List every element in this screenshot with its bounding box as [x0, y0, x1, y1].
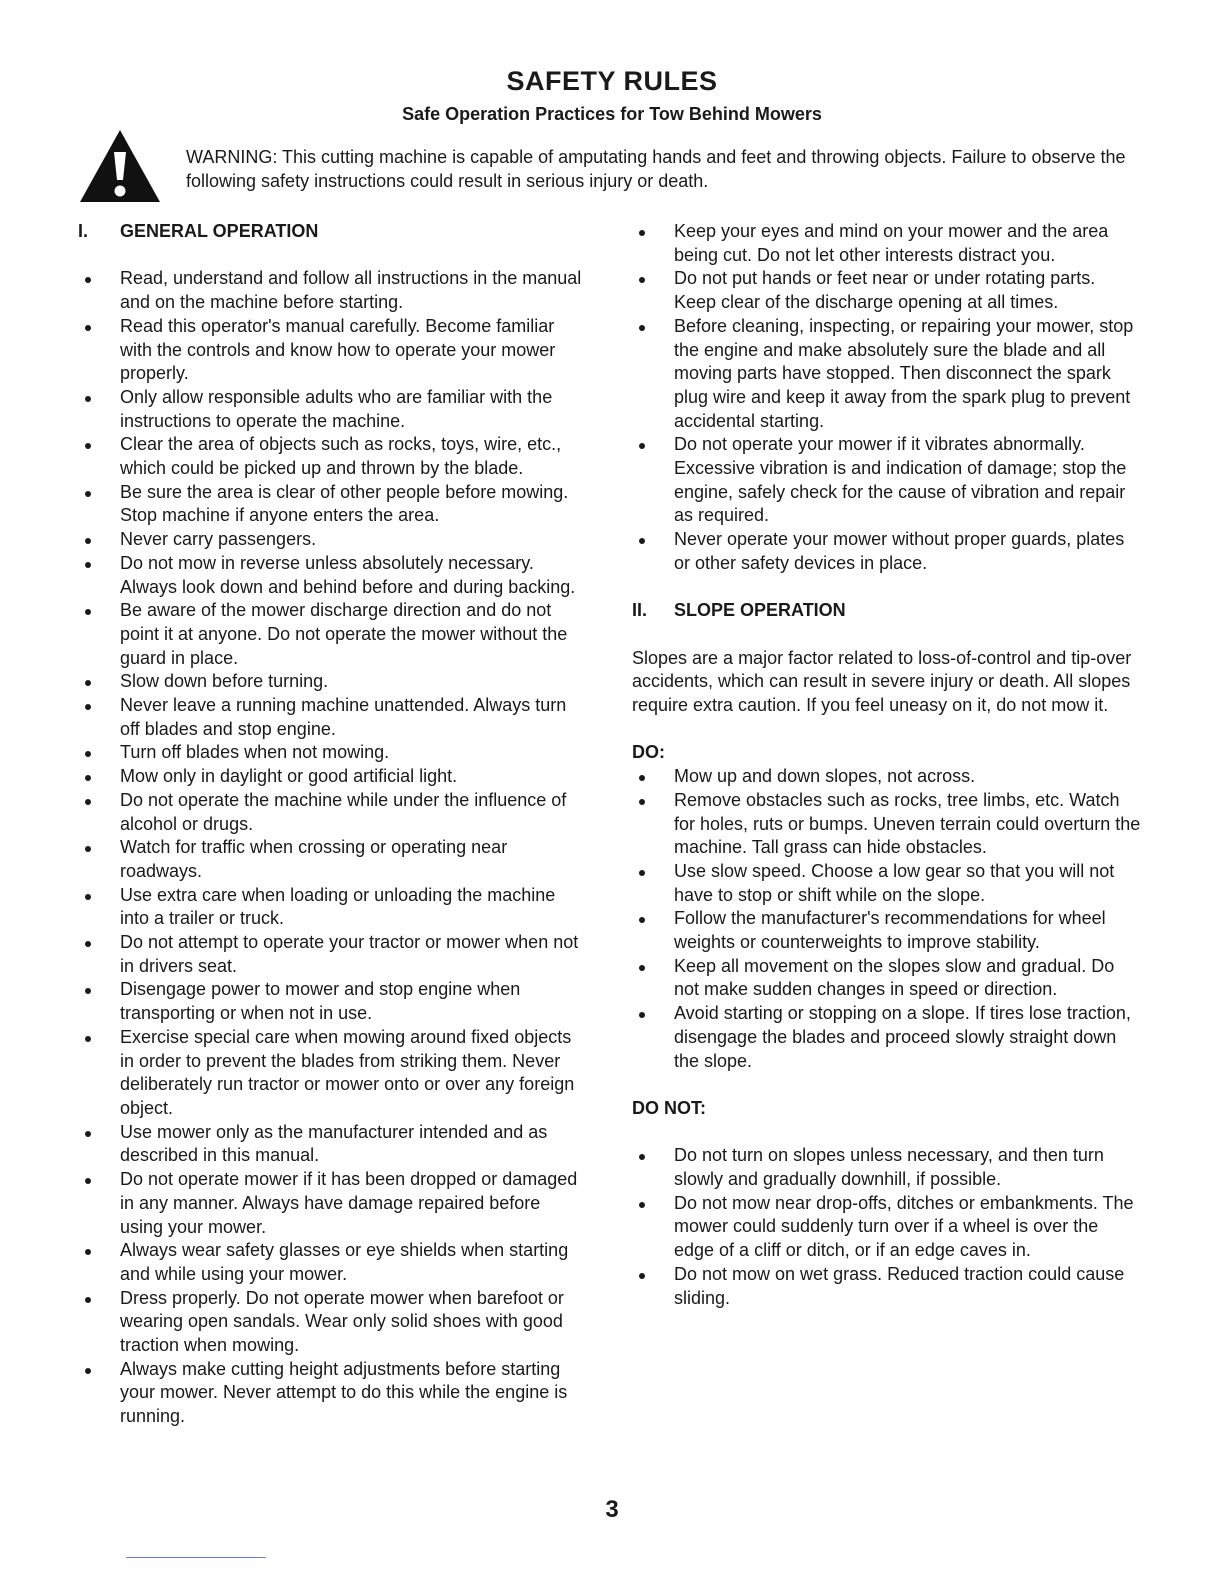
- list-item: Do not mow in reverse unless absolutely necessary. Always look down and behind before and during backing.: [78, 552, 583, 599]
- right-column: [632, 220, 1142, 1310]
- list-item: Use slow speed. Choose a low gear so that you will not have to stop or shift while on the slope.: [632, 860, 1142, 907]
- warning-text: WARNING: This cutting machine is capable of amputating hands and feet and throwing objects. Failure to observe the following safety instructions could result in serious injury or death.: [186, 147, 1126, 191]
- list-item: Be sure the area is clear of other people before mowing. Stop machine if anyone enters the area.: [78, 481, 583, 528]
- do-not-heading: DO NOT:: [632, 1097, 706, 1118]
- list-item: Keep all movement on the slopes slow and gradual. Do not make sudden changes in speed or direction.: [632, 955, 1142, 1002]
- page-title: SAFETY RULES: [506, 66, 718, 96]
- general-operation-list: [78, 267, 583, 1428]
- list-item: Read, understand and follow all instructions in the manual and on the machine before starting.: [78, 267, 583, 314]
- general-operation-heading: [78, 220, 583, 244]
- do-not-list: [632, 1144, 1142, 1310]
- list-item: Turn off blades when not mowing.: [78, 741, 583, 765]
- list-item: Do not operate mower if it has been dropped or damaged in any manner. Always have damage repaired before using your mower.: [78, 1168, 583, 1239]
- list-item: Use extra care when loading or unloading the machine into a trailer or truck.: [78, 884, 583, 931]
- list-item: Be aware of the mower discharge direction and do not point it at anyone. Do not operate the mower without the guard in place.: [78, 599, 583, 670]
- slope-intro: Slopes are a major factor related to loss-of-control and tip-over accidents, which can result in severe injury or death. All slopes require extra caution. If you feel uneasy on it, do not mow it.: [632, 647, 1132, 716]
- page-subtitle: Safe Operation Practices for Tow Behind Mowers: [402, 104, 822, 124]
- list-item: Before cleaning, inspecting, or repairing your mower, stop the engine and make absolutely sure the blade and all moving parts have stopped. Then disconnect the spark plug wire and keep it away from the spark plug to prevent accidental starting.: [632, 315, 1142, 434]
- list-item: Clear the area of objects such as rocks, toys, wire, etc., which could be picked up and thrown by the blade.: [78, 433, 583, 480]
- list-item: Use mower only as the manufacturer intended and as described in this manual.: [78, 1121, 583, 1168]
- list-item: Do not put hands or feet near or under rotating parts. Keep clear of the discharge opening at all times.: [632, 267, 1142, 314]
- warning-triangle-icon: [72, 128, 162, 204]
- list-item: Always wear safety glasses or eye shields when starting and while using your mower.: [78, 1239, 583, 1286]
- list-item: Dress properly. Do not operate mower when barefoot or wearing open sandals. Wear only solid shoes with good traction when mowing.: [78, 1287, 583, 1358]
- slope-operation-heading: [632, 599, 1142, 623]
- list-item: Read this operator's manual carefully. Become familiar with the controls and know how to operate your mower properly.: [78, 315, 583, 386]
- list-item: Disengage power to mower and stop engine when transporting or when not in use.: [78, 978, 583, 1025]
- section-number: II.: [632, 600, 648, 621]
- list-item: Slow down before turning.: [78, 670, 583, 694]
- list-item: Do not mow near drop-offs, ditches or embankments. The mower could suddenly turn over if a wheel is over the edge of a cliff or ditch, or if an edge caves in.: [632, 1192, 1142, 1263]
- footer-rule: [126, 1557, 266, 1558]
- list-item: Never leave a running machine unattended. Always turn off blades and stop engine.: [78, 694, 583, 741]
- list-item: Always make cutting height adjustments before starting your mower. Never attempt to do this while the engine is running.: [78, 1358, 583, 1429]
- list-item: Do not operate the machine while under the influence of alcohol or drugs.: [78, 789, 583, 836]
- list-item: Follow the manufacturer's recommendations for wheel weights or counterweights to improve stability.: [632, 907, 1142, 954]
- section-heading-label: GENERAL OPERATION: [120, 221, 319, 241]
- left-column: [78, 220, 583, 1429]
- do-list: [632, 765, 1142, 1073]
- list-item: Keep your eyes and mind on your mower and the area being cut. Do not let other interests distract you.: [632, 220, 1142, 267]
- list-item: Do not mow on wet grass. Reduced traction could cause sliding.: [632, 1263, 1142, 1310]
- list-item: Watch for traffic when crossing or operating near roadways.: [78, 836, 583, 883]
- section-heading-label: SLOPE OPERATION: [674, 600, 846, 621]
- list-item: Never operate your mower without proper guards, plates or other safety devices in place.: [632, 528, 1142, 575]
- list-item: Avoid starting or stopping on a slope. If tires lose traction, disengage the blades and proceed slowly straight down the slope.: [632, 1002, 1142, 1073]
- list-item: Only allow responsible adults who are familiar with the instructions to operate the machine.: [78, 386, 583, 433]
- section-number: I.: [78, 221, 89, 241]
- list-item: Do not turn on slopes unless necessary, and then turn slowly and gradually downhill, if possible.: [632, 1144, 1142, 1191]
- list-item: Do not attempt to operate your tractor or mower when not in drivers seat.: [78, 931, 583, 978]
- list-item: Exercise special care when mowing around fixed objects in order to prevent the blades from striking them. Never deliberately run tractor or mower onto or over any foreign object.: [78, 1026, 583, 1121]
- page-number: 3: [605, 1496, 619, 1523]
- list-item: Mow only in daylight or good artificial light.: [78, 765, 583, 789]
- list-item: Never carry passengers.: [78, 528, 583, 552]
- general-operation-list-continued: [632, 220, 1142, 576]
- do-heading: DO:: [632, 742, 665, 763]
- list-item: Do not operate your mower if it vibrates abnormally. Excessive vibration is and indication of damage; stop the engine, safely check for the cause of vibration and repair as required.: [632, 433, 1142, 528]
- list-item: Remove obstacles such as rocks, tree limbs, etc. Watch for holes, ruts or bumps. Uneven terrain could overturn the machine. Tall grass can hide obstacles.: [632, 789, 1142, 860]
- list-item: Mow up and down slopes, not across.: [632, 765, 1142, 789]
